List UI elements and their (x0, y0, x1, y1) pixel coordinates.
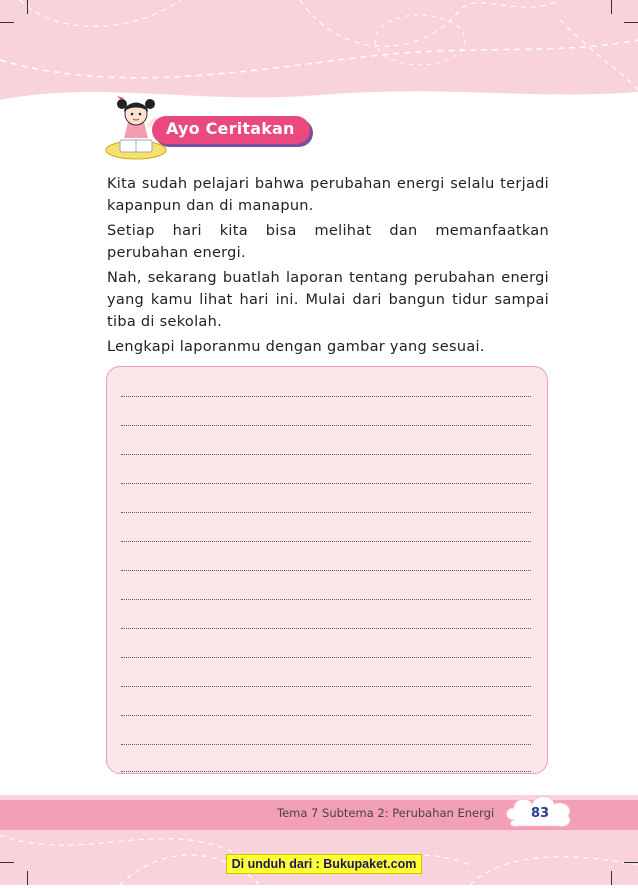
writing-line[interactable] (121, 686, 531, 687)
top-decorative-band (0, 0, 638, 100)
paragraph: Nah, sekarang buatlah laporan tentang perubahan energi yang kamu lihat hari ini. Mulai dari bangun tidur sampai tiba di sekolah. (107, 270, 549, 330)
writing-area[interactable] (106, 366, 548, 774)
crop-mark (611, 871, 612, 885)
paragraph: Kita sudah pelajari bahwa perubahan energi selalu terjadi kapanpun dan di manapun. (107, 176, 549, 214)
writing-line[interactable] (121, 715, 531, 716)
writing-line[interactable] (121, 425, 531, 426)
writing-line[interactable] (121, 541, 531, 542)
writing-line[interactable] (121, 396, 531, 397)
writing-line[interactable] (121, 657, 531, 658)
crop-mark (624, 22, 638, 23)
section-heading (104, 92, 324, 162)
instructions-text (107, 173, 549, 361)
writing-line[interactable] (121, 628, 531, 629)
heading-label: Ayo Ceritakan (166, 119, 295, 138)
download-source-banner[interactable]: Di unduh dari : Bukupaket.com (226, 854, 422, 874)
reading-girl-icon (104, 92, 170, 162)
footer-theme: Tema 7 Subtema 2: Perubahan Energi (277, 806, 495, 820)
writing-line[interactable] (121, 599, 531, 600)
crop-mark (0, 862, 14, 863)
crop-mark (0, 22, 14, 23)
writing-line[interactable] (121, 570, 531, 571)
writing-line[interactable] (121, 454, 531, 455)
writing-line[interactable] (121, 512, 531, 513)
page-number: 83 (530, 806, 550, 821)
crop-mark (611, 0, 612, 14)
crop-mark (27, 0, 28, 14)
crop-mark (624, 862, 638, 863)
writing-line[interactable] (121, 483, 531, 484)
paragraph: Setiap hari kita bisa melihat dan memanfaatkan perubahan energi. (107, 223, 549, 261)
writing-line[interactable] (121, 744, 531, 745)
crop-mark (27, 871, 28, 885)
swirl-decoration-icon (0, 0, 638, 100)
paragraph: Lengkapi laporanmu dengan gambar yang sesuai. (107, 339, 485, 355)
writing-line[interactable] (121, 771, 531, 772)
